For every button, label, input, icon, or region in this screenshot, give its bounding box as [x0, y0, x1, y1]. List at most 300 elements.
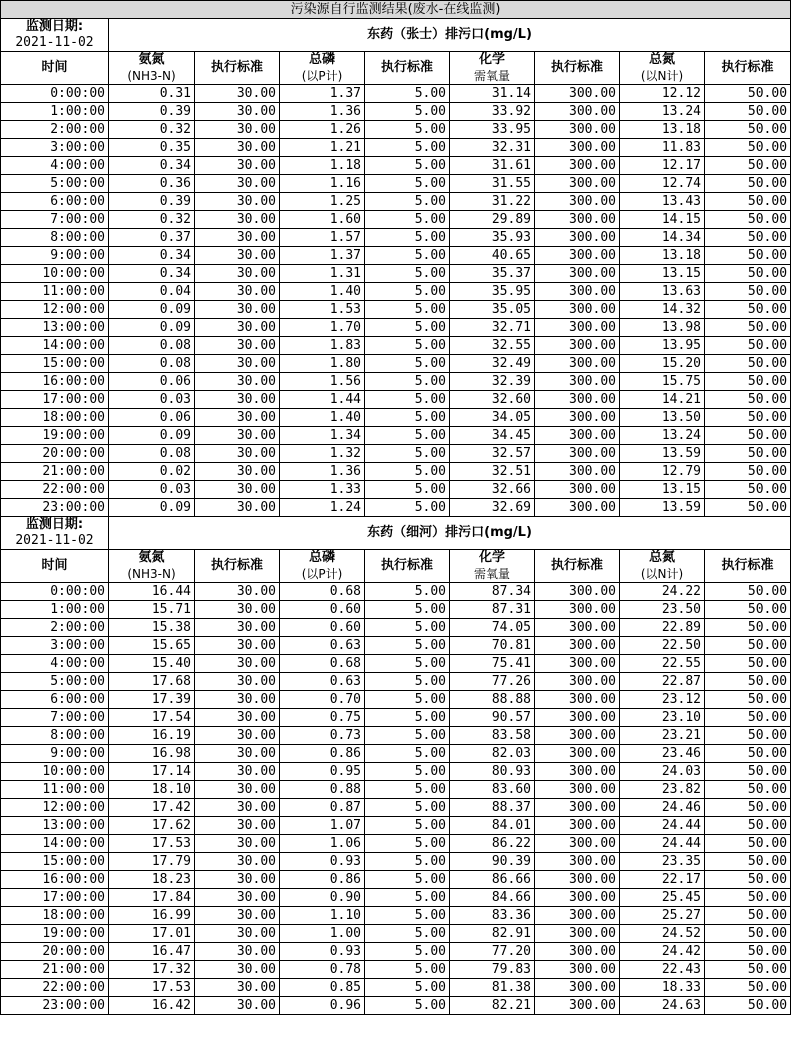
time-cell: 11:00:00: [1, 283, 109, 301]
time-cell: 17:00:00: [1, 889, 109, 907]
nitrogen-value: 13.59: [620, 445, 705, 463]
nitrogen-value: 18.33: [620, 979, 705, 997]
ammonia-standard: 30.00: [195, 871, 280, 889]
nitrogen-standard: 50.00: [705, 691, 791, 709]
nitrogen-standard: 50.00: [705, 229, 791, 247]
cod-value: 35.95: [450, 283, 535, 301]
time-cell: 3:00:00: [1, 139, 109, 157]
ammonia-standard: 30.00: [195, 727, 280, 745]
cod-value: 29.89: [450, 211, 535, 229]
nitrogen-value: 24.52: [620, 925, 705, 943]
ammonia-value: 17.84: [109, 889, 195, 907]
table-row: [1, 601, 791, 619]
phosphorus-value: 1.80: [280, 355, 365, 373]
ammonia-standard: 30.00: [195, 499, 280, 517]
section-header-row: [1, 517, 791, 550]
time-cell: 4:00:00: [1, 655, 109, 673]
ammonia-value: 0.04: [109, 283, 195, 301]
nitrogen-standard: 50.00: [705, 889, 791, 907]
ammonia-value: 16.42: [109, 997, 195, 1015]
phosphorus-standard: 5.00: [365, 961, 450, 979]
phosphorus-value: 0.63: [280, 637, 365, 655]
phosphorus-value: 0.60: [280, 619, 365, 637]
nitrogen-value: 12.12: [620, 85, 705, 103]
nitrogen-value: 12.79: [620, 463, 705, 481]
table-row: [1, 499, 791, 517]
cod-value: 82.21: [450, 997, 535, 1015]
table-row: [1, 427, 791, 445]
table-row: [1, 391, 791, 409]
ammonia-standard: 30.00: [195, 337, 280, 355]
phosphorus-header: [280, 550, 365, 583]
ammonia-value: 17.14: [109, 763, 195, 781]
ammonia-value: 0.34: [109, 157, 195, 175]
cod-standard: 300.00: [535, 85, 620, 103]
cod-value: 35.93: [450, 229, 535, 247]
phosphorus-standard: 5.00: [365, 781, 450, 799]
phosphorus-standard: 5.00: [365, 409, 450, 427]
cod-standard: 300.00: [535, 283, 620, 301]
cod-standard: 300.00: [535, 655, 620, 673]
phosphorus-value: 1.44: [280, 391, 365, 409]
phosphorus-standard: 5.00: [365, 319, 450, 337]
cod-standard: 300.00: [535, 409, 620, 427]
nitrogen-value: 13.95: [620, 337, 705, 355]
phosphorus-standard: 5.00: [365, 817, 450, 835]
nitrogen-value: 24.44: [620, 817, 705, 835]
phosphorus-standard: 5.00: [365, 871, 450, 889]
phosphorus-value: 1.00: [280, 925, 365, 943]
nitrogen-value: 13.43: [620, 193, 705, 211]
phosphorus-standard: 5.00: [365, 445, 450, 463]
phosphorus-value: 1.25: [280, 193, 365, 211]
nitrogen-value: 13.24: [620, 427, 705, 445]
ammonia-value: 0.08: [109, 445, 195, 463]
ammonia-value: 16.47: [109, 943, 195, 961]
phosphorus-standard: 5.00: [365, 499, 450, 517]
phosphorus-value: 0.96: [280, 997, 365, 1015]
cod-value: 35.05: [450, 301, 535, 319]
nitrogen-value: 13.15: [620, 265, 705, 283]
ammonia-value: 0.06: [109, 409, 195, 427]
cod-header-unit: 需氧量: [473, 69, 510, 83]
time-cell: 20:00:00: [1, 943, 109, 961]
phosphorus-standard: 5.00: [365, 835, 450, 853]
phosphorus-value: 1.40: [280, 283, 365, 301]
cod-standard: 300.00: [535, 673, 620, 691]
ammonia-standard: 30.00: [195, 889, 280, 907]
phosphorus-value: 1.16: [280, 175, 365, 193]
nitrogen-value: 24.44: [620, 835, 705, 853]
time-cell: 1:00:00: [1, 103, 109, 121]
phosphorus-value: 1.24: [280, 499, 365, 517]
nitrogen-standard: 50.00: [705, 283, 791, 301]
phosphorus-standard: 5.00: [365, 139, 450, 157]
ammonia-value: 0.09: [109, 319, 195, 337]
ammonia-standard: 30.00: [195, 121, 280, 139]
cod-standard: 300.00: [535, 355, 620, 373]
time-cell: 16:00:00: [1, 871, 109, 889]
report-title: 污染源自行监测结果(废水-在线监测): [1, 1, 791, 19]
phosphorus-standard: 5.00: [365, 889, 450, 907]
time-cell: 23:00:00: [1, 499, 109, 517]
ammonia-value: 0.32: [109, 121, 195, 139]
cod-standard: 300.00: [535, 175, 620, 193]
phosphorus-standard: 5.00: [365, 103, 450, 121]
nitrogen-standard: 50.00: [705, 925, 791, 943]
ammonia-standard: 30.00: [195, 619, 280, 637]
cod-value: 32.49: [450, 355, 535, 373]
table-row: [1, 835, 791, 853]
phosphorus-value: 0.95: [280, 763, 365, 781]
phosphorus-value: 0.87: [280, 799, 365, 817]
time-cell: 2:00:00: [1, 619, 109, 637]
ammonia-standard: 30.00: [195, 211, 280, 229]
cod-header: [450, 52, 535, 85]
cod-standard: 300.00: [535, 265, 620, 283]
nitrogen-standard: 50.00: [705, 673, 791, 691]
nitrogen-value: 23.46: [620, 745, 705, 763]
ammonia-header-name: 氨氮: [138, 52, 165, 67]
cod-standard: 300.00: [535, 853, 620, 871]
nitrogen-value: 13.50: [620, 409, 705, 427]
standard-header: 执行标准: [535, 550, 620, 583]
ammonia-value: 0.09: [109, 499, 195, 517]
cod-standard: 300.00: [535, 799, 620, 817]
cod-value: 32.31: [450, 139, 535, 157]
time-cell: 5:00:00: [1, 673, 109, 691]
table-row: [1, 763, 791, 781]
ammonia-standard: 30.00: [195, 103, 280, 121]
table-row: [1, 979, 791, 997]
time-cell: 14:00:00: [1, 835, 109, 853]
ammonia-standard: 30.00: [195, 853, 280, 871]
phosphorus-value: 0.86: [280, 871, 365, 889]
phosphorus-standard: 5.00: [365, 601, 450, 619]
phosphorus-header-unit: (以P计): [301, 567, 343, 581]
phosphorus-value: 1.26: [280, 121, 365, 139]
phosphorus-value: 0.93: [280, 943, 365, 961]
cod-value: 32.57: [450, 445, 535, 463]
nitrogen-standard: 50.00: [705, 619, 791, 637]
table-row: [1, 745, 791, 763]
nitrogen-standard: 50.00: [705, 139, 791, 157]
cod-standard: 300.00: [535, 601, 620, 619]
cod-value: 32.39: [450, 373, 535, 391]
nitrogen-value: 24.46: [620, 799, 705, 817]
phosphorus-header-name: 总磷: [308, 550, 335, 565]
cod-value: 32.69: [450, 499, 535, 517]
ammonia-standard: 30.00: [195, 247, 280, 265]
phosphorus-standard: 5.00: [365, 121, 450, 139]
phosphorus-standard: 5.00: [365, 427, 450, 445]
nitrogen-value: 22.50: [620, 637, 705, 655]
phosphorus-standard: 5.00: [365, 247, 450, 265]
phosphorus-value: 1.83: [280, 337, 365, 355]
cod-value: 82.03: [450, 745, 535, 763]
time-cell: 18:00:00: [1, 409, 109, 427]
table-row: [1, 211, 791, 229]
nitrogen-value: 14.34: [620, 229, 705, 247]
phosphorus-value: 1.37: [280, 85, 365, 103]
time-cell: 19:00:00: [1, 427, 109, 445]
table-row: [1, 463, 791, 481]
ammonia-standard: 30.00: [195, 673, 280, 691]
cod-value: 82.91: [450, 925, 535, 943]
phosphorus-standard: 5.00: [365, 745, 450, 763]
phosphorus-standard: 5.00: [365, 943, 450, 961]
phosphorus-standard: 5.00: [365, 997, 450, 1015]
ammonia-value: 17.54: [109, 709, 195, 727]
table-row: [1, 943, 791, 961]
phosphorus-value: 0.88: [280, 781, 365, 799]
time-cell: 17:00:00: [1, 391, 109, 409]
phosphorus-value: 1.36: [280, 103, 365, 121]
cod-standard: 300.00: [535, 139, 620, 157]
phosphorus-header: [280, 52, 365, 85]
cod-standard: 300.00: [535, 709, 620, 727]
nitrogen-value: 12.74: [620, 175, 705, 193]
nitrogen-standard: 50.00: [705, 583, 791, 601]
nitrogen-header-unit: (以N计): [640, 567, 684, 581]
ammonia-value: 0.37: [109, 229, 195, 247]
phosphorus-value: 0.90: [280, 889, 365, 907]
phosphorus-value: 1.40: [280, 409, 365, 427]
phosphorus-standard: 5.00: [365, 727, 450, 745]
ammonia-standard: 30.00: [195, 373, 280, 391]
nitrogen-standard: 50.00: [705, 319, 791, 337]
cod-value: 32.71: [450, 319, 535, 337]
phosphorus-standard: 5.00: [365, 763, 450, 781]
ammonia-value: 0.03: [109, 481, 195, 499]
cod-standard: 300.00: [535, 943, 620, 961]
ammonia-value: 18.10: [109, 781, 195, 799]
cod-standard: 300.00: [535, 445, 620, 463]
ammonia-value: 18.23: [109, 871, 195, 889]
ammonia-standard: 30.00: [195, 85, 280, 103]
cod-standard: 300.00: [535, 583, 620, 601]
time-cell: 11:00:00: [1, 781, 109, 799]
time-cell: 20:00:00: [1, 445, 109, 463]
nitrogen-standard: 50.00: [705, 445, 791, 463]
cod-standard: 300.00: [535, 499, 620, 517]
phosphorus-standard: 5.00: [365, 979, 450, 997]
table-row: [1, 889, 791, 907]
nitrogen-standard: 50.00: [705, 265, 791, 283]
cod-value: 80.93: [450, 763, 535, 781]
table-row: [1, 583, 791, 601]
nitrogen-standard: 50.00: [705, 745, 791, 763]
phosphorus-standard: 5.00: [365, 463, 450, 481]
table-row: [1, 229, 791, 247]
ammonia-value: 17.42: [109, 799, 195, 817]
phosphorus-value: 1.10: [280, 907, 365, 925]
time-cell: 6:00:00: [1, 193, 109, 211]
ammonia-value: 16.98: [109, 745, 195, 763]
nitrogen-value: 23.82: [620, 781, 705, 799]
phosphorus-standard: 5.00: [365, 265, 450, 283]
phosphorus-value: 1.33: [280, 481, 365, 499]
time-header: 时间: [1, 52, 109, 85]
ammonia-standard: 30.00: [195, 907, 280, 925]
table-row: [1, 85, 791, 103]
nitrogen-standard: 50.00: [705, 301, 791, 319]
phosphorus-standard: 5.00: [365, 619, 450, 637]
phosphorus-standard: 5.00: [365, 637, 450, 655]
ammonia-standard: 30.00: [195, 391, 280, 409]
ammonia-standard: 30.00: [195, 601, 280, 619]
time-cell: 8:00:00: [1, 727, 109, 745]
ammonia-standard: 30.00: [195, 979, 280, 997]
phosphorus-standard: 5.00: [365, 673, 450, 691]
ammonia-value: 0.36: [109, 175, 195, 193]
nitrogen-standard: 50.00: [705, 157, 791, 175]
ammonia-value: 16.99: [109, 907, 195, 925]
nitrogen-value: 24.03: [620, 763, 705, 781]
column-header-row: [1, 52, 791, 85]
nitrogen-value: 13.18: [620, 121, 705, 139]
cod-standard: 300.00: [535, 229, 620, 247]
ammonia-standard: 30.00: [195, 655, 280, 673]
monitoring-date-label: 监测日期:: [25, 19, 84, 34]
nitrogen-standard: 50.00: [705, 355, 791, 373]
phosphorus-value: 0.63: [280, 673, 365, 691]
table-row: [1, 781, 791, 799]
ammonia-standard: 30.00: [195, 283, 280, 301]
nitrogen-standard: 50.00: [705, 961, 791, 979]
nitrogen-header: [620, 550, 705, 583]
table-row: [1, 157, 791, 175]
ammonia-standard: 30.00: [195, 193, 280, 211]
standard-header: 执行标准: [705, 550, 791, 583]
nitrogen-value: 13.59: [620, 499, 705, 517]
title-row: [1, 1, 791, 19]
table-row: [1, 139, 791, 157]
phosphorus-value: 1.34: [280, 427, 365, 445]
cod-standard: 300.00: [535, 889, 620, 907]
cod-value: 75.41: [450, 655, 535, 673]
ammonia-standard: 30.00: [195, 799, 280, 817]
ammonia-value: 15.38: [109, 619, 195, 637]
cod-standard: 300.00: [535, 979, 620, 997]
ammonia-standard: 30.00: [195, 763, 280, 781]
ammonia-standard: 30.00: [195, 409, 280, 427]
ammonia-value: 0.31: [109, 85, 195, 103]
nitrogen-header-unit: (以N计): [640, 69, 684, 83]
phosphorus-value: 1.37: [280, 247, 365, 265]
cod-value: 90.57: [450, 709, 535, 727]
cod-standard: 300.00: [535, 103, 620, 121]
nitrogen-standard: 50.00: [705, 427, 791, 445]
ammonia-value: 15.40: [109, 655, 195, 673]
time-cell: 9:00:00: [1, 247, 109, 265]
ammonia-standard: 30.00: [195, 157, 280, 175]
nitrogen-value: 24.63: [620, 997, 705, 1015]
time-cell: 12:00:00: [1, 301, 109, 319]
phosphorus-standard: 5.00: [365, 373, 450, 391]
nitrogen-standard: 50.00: [705, 871, 791, 889]
ammonia-standard: 30.00: [195, 175, 280, 193]
ammonia-header-name: 氨氮: [138, 550, 165, 565]
ammonia-standard: 30.00: [195, 691, 280, 709]
cod-standard: 300.00: [535, 463, 620, 481]
table-row: [1, 283, 791, 301]
cod-value: 79.83: [450, 961, 535, 979]
table-row: [1, 355, 791, 373]
ammonia-standard: 30.00: [195, 997, 280, 1015]
nitrogen-value: 25.27: [620, 907, 705, 925]
cod-standard: 300.00: [535, 301, 620, 319]
time-cell: 8:00:00: [1, 229, 109, 247]
nitrogen-value: 12.17: [620, 157, 705, 175]
cod-value: 34.05: [450, 409, 535, 427]
phosphorus-standard: 5.00: [365, 481, 450, 499]
table-row: [1, 175, 791, 193]
cod-value: 81.38: [450, 979, 535, 997]
cod-value: 33.95: [450, 121, 535, 139]
time-cell: 1:00:00: [1, 601, 109, 619]
time-cell: 0:00:00: [1, 85, 109, 103]
phosphorus-header-unit: (以P计): [301, 69, 343, 83]
ammonia-value: 17.62: [109, 817, 195, 835]
table-row: [1, 193, 791, 211]
table-row: [1, 907, 791, 925]
phosphorus-standard: 5.00: [365, 211, 450, 229]
ammonia-standard: 30.00: [195, 301, 280, 319]
ammonia-value: 0.06: [109, 373, 195, 391]
phosphorus-standard: 5.00: [365, 175, 450, 193]
time-cell: 22:00:00: [1, 481, 109, 499]
time-cell: 19:00:00: [1, 925, 109, 943]
time-cell: 21:00:00: [1, 463, 109, 481]
ammonia-header: [109, 550, 195, 583]
ammonia-value: 0.32: [109, 211, 195, 229]
nitrogen-value: 15.75: [620, 373, 705, 391]
cod-value: 84.66: [450, 889, 535, 907]
ammonia-value: 0.09: [109, 301, 195, 319]
nitrogen-value: 22.89: [620, 619, 705, 637]
nitrogen-value: 13.18: [620, 247, 705, 265]
cod-standard: 300.00: [535, 319, 620, 337]
nitrogen-value: 23.50: [620, 601, 705, 619]
ammonia-value: 0.08: [109, 355, 195, 373]
nitrogen-value: 22.17: [620, 871, 705, 889]
ammonia-value: 0.03: [109, 391, 195, 409]
time-cell: 16:00:00: [1, 373, 109, 391]
ammonia-standard: 30.00: [195, 583, 280, 601]
table-row: [1, 265, 791, 283]
nitrogen-standard: 50.00: [705, 499, 791, 517]
ammonia-header: [109, 52, 195, 85]
time-cell: 10:00:00: [1, 763, 109, 781]
phosphorus-value: 0.60: [280, 601, 365, 619]
standard-header: 执行标准: [535, 52, 620, 85]
outfall-name: 东药（张士）排污口(mg/L): [109, 19, 791, 52]
nitrogen-standard: 50.00: [705, 997, 791, 1015]
phosphorus-standard: 5.00: [365, 655, 450, 673]
nitrogen-standard: 50.00: [705, 193, 791, 211]
cod-value: 86.22: [450, 835, 535, 853]
time-cell: 4:00:00: [1, 157, 109, 175]
cod-standard: 300.00: [535, 373, 620, 391]
cod-standard: 300.00: [535, 997, 620, 1015]
table-row: [1, 709, 791, 727]
nitrogen-value: 23.12: [620, 691, 705, 709]
nitrogen-value: 22.43: [620, 961, 705, 979]
ammonia-standard: 30.00: [195, 265, 280, 283]
nitrogen-value: 13.24: [620, 103, 705, 121]
cod-value: 90.39: [450, 853, 535, 871]
